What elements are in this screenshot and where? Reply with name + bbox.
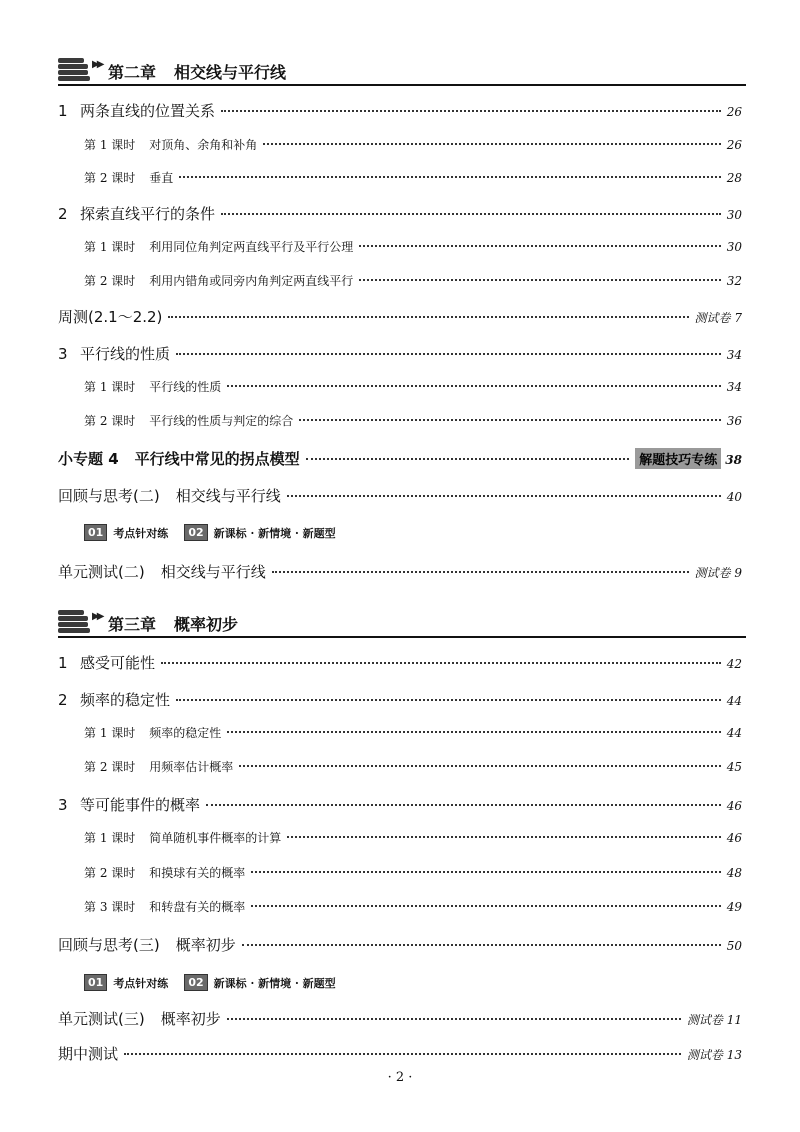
lesson-label: 第 1 课时 xyxy=(84,138,136,152)
toc-entry[interactable] xyxy=(84,829,742,853)
page-number: 34 xyxy=(726,348,742,362)
section-number: 2 xyxy=(58,691,68,709)
practice-tags xyxy=(84,974,346,991)
toc-entry[interactable] xyxy=(84,864,742,888)
dot-leader xyxy=(206,804,721,806)
page-number: 32 xyxy=(726,274,742,288)
entry-title: 和摸球有关的概率 xyxy=(149,866,246,880)
entry-title: 感受可能性 xyxy=(80,654,156,672)
dot-leader xyxy=(124,1053,681,1055)
section-number: 2 xyxy=(58,205,68,223)
tag-number: 02 xyxy=(184,524,207,541)
lesson-label: 第 3 课时 xyxy=(84,900,136,914)
lesson-label: 第 2 课时 xyxy=(84,414,136,428)
dot-leader xyxy=(359,245,720,247)
lesson-label: 第 2 课时 xyxy=(84,171,136,185)
toc-entry[interactable] xyxy=(84,238,742,262)
entry-title: 利用同位角判定两直线平行及平行公理 xyxy=(149,240,354,254)
page-number: 26 xyxy=(726,138,742,152)
toc-entry[interactable] xyxy=(58,934,742,958)
entry-title: 周测(2.1～2.2) xyxy=(58,308,163,326)
test-paper-reference: 测试卷 11 xyxy=(686,1013,742,1027)
page-number: 50 xyxy=(726,939,742,953)
toc-entry[interactable] xyxy=(58,794,742,818)
chapter-2-header xyxy=(58,56,746,86)
page-number: 26 xyxy=(726,105,742,119)
dot-leader xyxy=(227,385,720,387)
entry-title: 相交线与平行线 xyxy=(175,487,281,505)
lesson-label: 第 1 课时 xyxy=(84,831,136,845)
toc-entry[interactable] xyxy=(84,758,742,782)
dot-leader xyxy=(239,765,720,767)
dot-leader xyxy=(221,110,721,112)
dot-leader xyxy=(263,143,720,145)
toc-entry[interactable] xyxy=(58,1043,742,1067)
entry-title: 频率的稳定性 xyxy=(80,691,171,709)
tag-text: 新课标 · 新情境 · 新题型 xyxy=(213,526,336,540)
dot-leader xyxy=(251,905,720,907)
toc-entry[interactable] xyxy=(84,378,742,402)
entry-title: 垂直 xyxy=(149,171,174,185)
skill-practice-badge: 解题技巧专练 xyxy=(635,448,721,469)
chapter-3-header xyxy=(58,608,746,638)
section-number: 1 xyxy=(58,102,68,120)
dot-leader xyxy=(168,316,688,318)
entry-title: 平行线的性质 xyxy=(149,380,222,394)
page-number: 44 xyxy=(726,694,742,708)
books-icon xyxy=(58,58,92,82)
toc-entry[interactable] xyxy=(58,689,742,713)
dot-leader xyxy=(287,836,720,838)
dot-leader xyxy=(176,699,721,701)
toc-entry[interactable] xyxy=(58,652,742,676)
double-arrow-icon: ▶▶ xyxy=(92,611,102,622)
dot-leader xyxy=(161,662,721,664)
test-paper-reference: 测试卷 9 xyxy=(694,566,742,580)
page-number: 30 xyxy=(726,240,742,254)
dot-leader xyxy=(176,353,721,355)
page-number: 36 xyxy=(726,414,742,428)
lesson-label: 第 2 课时 xyxy=(84,760,136,774)
books-icon xyxy=(58,610,92,634)
dot-leader xyxy=(242,944,721,946)
entry-title: 期中测试 xyxy=(58,1045,119,1063)
toc-entry[interactable] xyxy=(58,343,742,367)
page-number: 44 xyxy=(726,726,742,740)
section-number: 1 xyxy=(58,654,68,672)
toc-entry[interactable] xyxy=(58,203,742,227)
page-number: 40 xyxy=(726,490,742,504)
entry-title: 对顶角、余角和补角 xyxy=(149,138,258,152)
entry-title: 探索直线平行的条件 xyxy=(80,205,216,223)
lesson-label: 第 1 课时 xyxy=(84,380,136,394)
tag-text: 新课标 · 新情境 · 新题型 xyxy=(213,976,336,990)
review-label: 回顾与思考(三) xyxy=(58,936,160,954)
lesson-label: 第 1 课时 xyxy=(84,726,136,740)
dot-leader xyxy=(272,571,689,573)
entry-title: 和转盘有关的概率 xyxy=(149,900,246,914)
entry-title: 相交线与平行线 xyxy=(160,563,266,581)
page-number: 49 xyxy=(726,900,742,914)
tag-number: 01 xyxy=(84,974,107,991)
review-label: 回顾与思考(二) xyxy=(58,487,160,505)
page-footer-number: · 2 · xyxy=(387,1070,413,1085)
tag-text: 考点针对练 xyxy=(113,526,169,540)
test-paper-reference: 测试卷 13 xyxy=(686,1048,742,1062)
toc-entry[interactable] xyxy=(84,724,742,748)
entry-title: 利用内错角或同旁内角判定两直线平行 xyxy=(149,274,354,288)
toc-entry[interactable] xyxy=(58,561,742,585)
tag-number: 02 xyxy=(184,974,207,991)
toc-entry-special-topic[interactable] xyxy=(58,448,742,472)
chapter-title: 概率初步 xyxy=(174,615,239,634)
dot-leader xyxy=(227,731,720,733)
entry-title: 两条直线的位置关系 xyxy=(80,102,216,120)
entry-title: 用频率估计概率 xyxy=(149,760,234,774)
dot-leader xyxy=(251,871,720,873)
dot-leader xyxy=(179,176,720,178)
page-number: 46 xyxy=(726,831,742,845)
page-number: 34 xyxy=(726,380,742,394)
toc-entry[interactable] xyxy=(84,272,742,296)
toc-entry[interactable] xyxy=(58,100,742,124)
page-number: 45 xyxy=(726,760,742,774)
entry-title: 概率初步 xyxy=(175,936,236,954)
toc-entry[interactable] xyxy=(84,412,742,436)
toc-entry[interactable] xyxy=(58,1008,742,1032)
tag-text: 考点针对练 xyxy=(113,976,169,990)
toc-entry[interactable] xyxy=(84,169,742,193)
entry-title: 频率的稳定性 xyxy=(149,726,222,740)
lesson-label: 第 2 课时 xyxy=(84,274,136,288)
lesson-label: 第 2 课时 xyxy=(84,866,136,880)
double-arrow-icon: ▶▶ xyxy=(92,59,102,70)
chapter-label: 第二章 xyxy=(108,63,157,82)
dot-leader xyxy=(221,213,721,215)
entry-title: 平行线的性质与判定的综合 xyxy=(149,414,294,428)
dot-leader xyxy=(306,458,630,460)
unit-test-label: 单元测试(三) xyxy=(58,1010,145,1028)
page-number: 28 xyxy=(726,171,742,185)
entry-title: 等可能事件的概率 xyxy=(80,796,201,814)
page-number: 38 xyxy=(725,453,742,467)
toc-entry[interactable] xyxy=(58,306,742,330)
page-number: 46 xyxy=(726,799,742,813)
section-number: 3 xyxy=(58,796,68,814)
page-number: 30 xyxy=(726,208,742,222)
entry-title: 简单随机事件概率的计算 xyxy=(149,831,282,845)
dot-leader xyxy=(299,419,720,421)
entry-title: 平行线中常见的拐点模型 xyxy=(134,450,300,468)
unit-test-label: 单元测试(二) xyxy=(58,563,145,581)
chapter-title: 相交线与平行线 xyxy=(174,63,287,82)
page-number: 48 xyxy=(726,866,742,880)
tag-number: 01 xyxy=(84,524,107,541)
chapter-label: 第三章 xyxy=(108,615,157,634)
dot-leader xyxy=(359,279,720,281)
entry-title: 平行线的性质 xyxy=(80,345,171,363)
entry-title: 概率初步 xyxy=(160,1010,221,1028)
special-topic-label: 小专题 4 xyxy=(58,450,119,468)
practice-tags xyxy=(84,524,346,541)
page-number: 42 xyxy=(726,657,742,671)
toc-entry[interactable] xyxy=(84,898,742,922)
dot-leader xyxy=(287,495,721,497)
dot-leader xyxy=(227,1018,681,1020)
test-paper-reference: 测试卷 7 xyxy=(694,311,742,325)
section-number: 3 xyxy=(58,345,68,363)
lesson-label: 第 1 课时 xyxy=(84,240,136,254)
toc-entry[interactable] xyxy=(84,136,742,160)
toc-entry[interactable] xyxy=(58,485,742,509)
